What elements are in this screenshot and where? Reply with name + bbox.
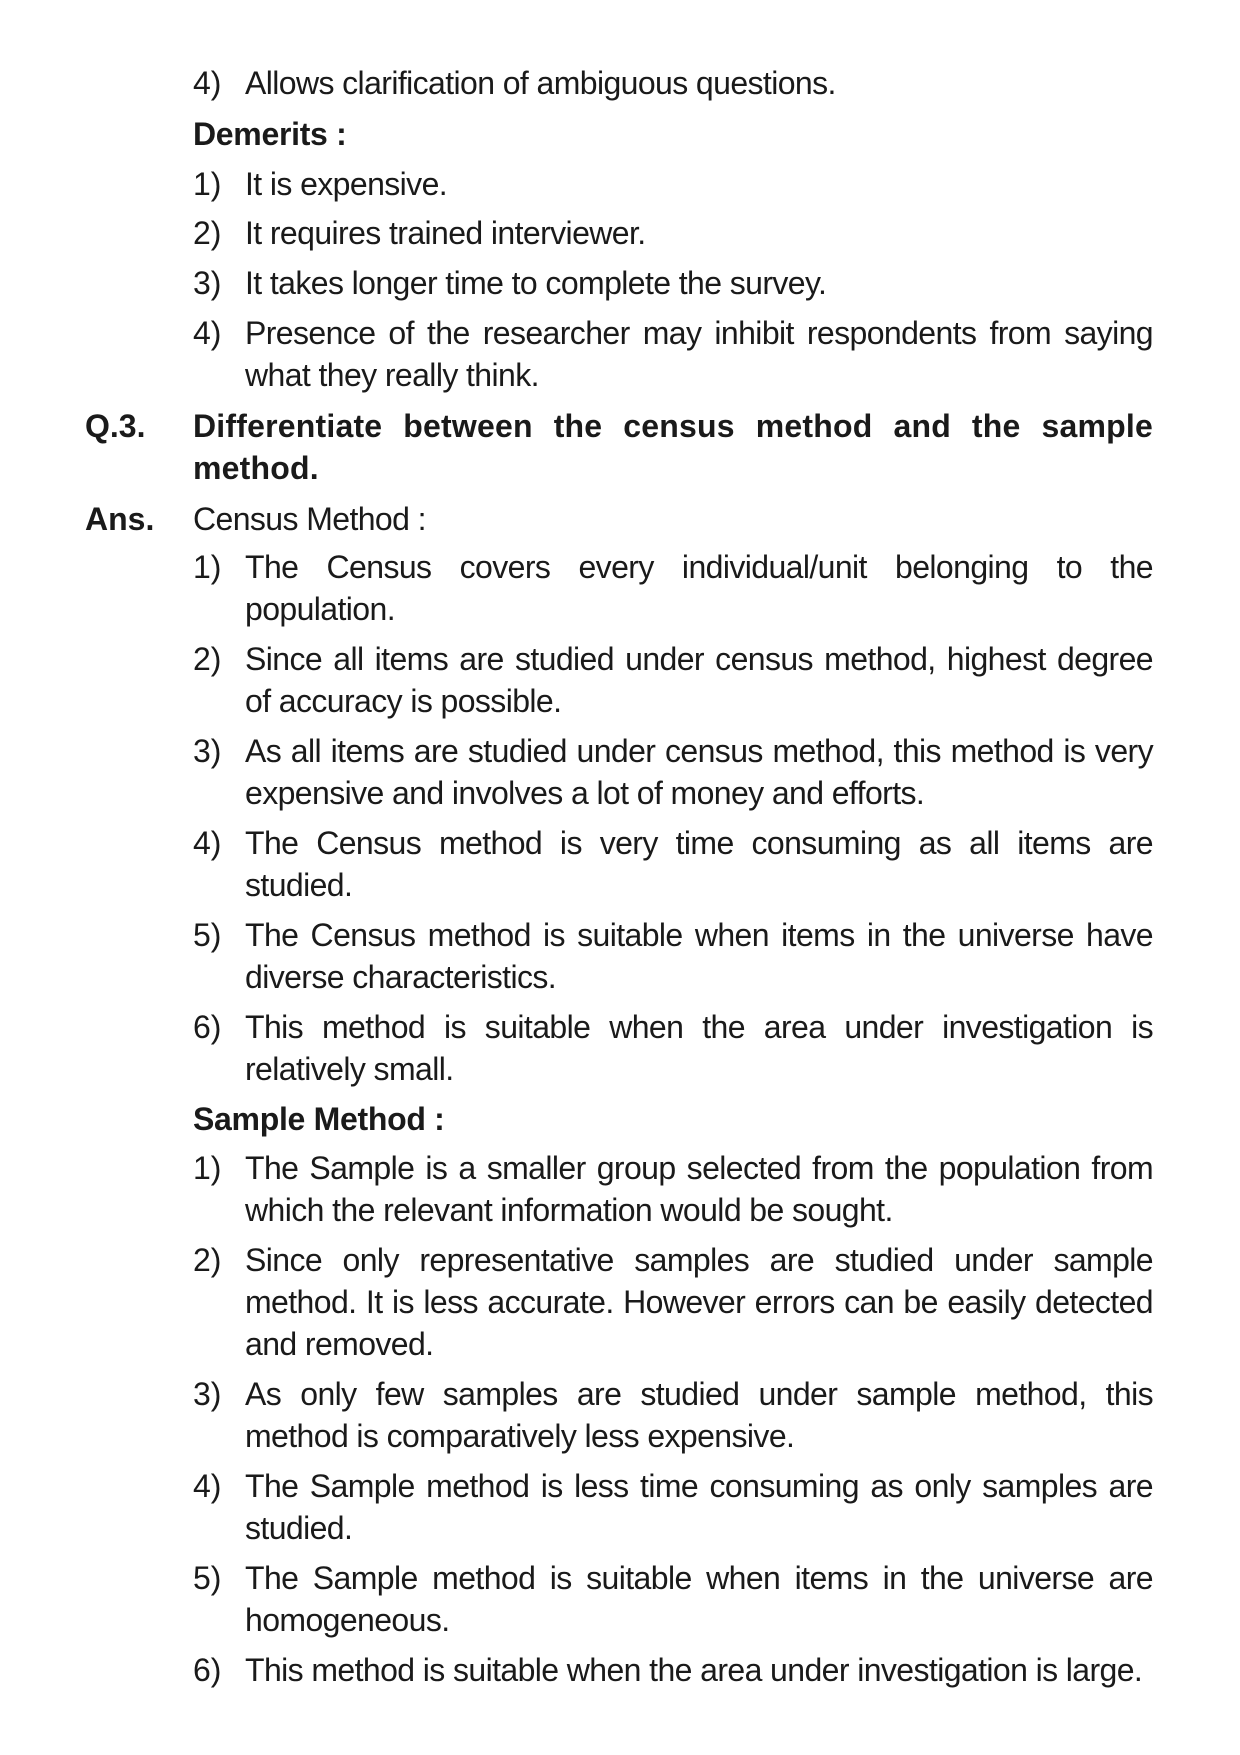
item-number: 4) <box>193 315 222 351</box>
item-text: The Census method is very time consuming as all items are studied. <box>245 825 1153 903</box>
list-item <box>193 1465 1153 1549</box>
list-item <box>193 1147 1153 1231</box>
list-item <box>193 914 1153 998</box>
item-number: 1) <box>193 166 222 202</box>
item-text: As only few samples are studied under sample method, this method is comparatively less expensive. <box>245 1376 1153 1454</box>
item-text: It takes longer time to complete the survey. <box>245 265 827 301</box>
item-text: The Sample is a smaller group selected from the population from which the relevant information would be sought. <box>245 1150 1153 1228</box>
item-text: The Sample method is suitable when items in the universe are homogeneous. <box>245 1560 1153 1638</box>
list-item <box>193 1239 1153 1365</box>
item-text: Allows clarification of ambiguous questions. <box>245 65 836 101</box>
item-text: The Census covers every individual/unit belonging to the population. <box>245 549 1153 627</box>
item-number: 4) <box>193 65 222 101</box>
list-item <box>193 262 1153 304</box>
item-number: 6) <box>193 1652 222 1688</box>
demerits-heading: Demerits : <box>193 116 347 152</box>
item-number: 1) <box>193 549 222 585</box>
sample-method-heading: Sample Method : <box>193 1101 445 1137</box>
item-number: 2) <box>193 641 222 677</box>
list-item <box>193 822 1153 906</box>
item-text: The Sample method is less time consuming as only samples are studied. <box>245 1468 1153 1546</box>
question-text: Differentiate between the census method and the sample method. <box>193 408 1153 486</box>
item-text: This method is suitable when the area under investigation is large. <box>245 1652 1143 1688</box>
item-text: It requires trained interviewer. <box>245 215 646 251</box>
list-item <box>193 546 1153 630</box>
item-number: 4) <box>193 825 222 861</box>
list-item <box>193 312 1153 396</box>
item-number: 2) <box>193 215 222 251</box>
item-text: It is expensive. <box>245 166 448 202</box>
item-number: 2) <box>193 1242 222 1278</box>
list-item <box>193 62 1153 104</box>
census-method-heading: Census Method : <box>193 501 426 537</box>
question-label: Q.3. <box>85 408 146 444</box>
item-number: 4) <box>193 1468 222 1504</box>
item-number: 5) <box>193 1560 222 1596</box>
list-item <box>193 638 1153 722</box>
list-item <box>193 730 1153 814</box>
list-item <box>193 1373 1153 1457</box>
item-text: This method is suitable when the area under investigation is relatively small. <box>245 1009 1153 1087</box>
item-text: The Census method is suitable when items in the universe have diverse characteristics. <box>245 917 1153 995</box>
list-item <box>193 1649 1153 1691</box>
list-item <box>193 1557 1153 1641</box>
item-text: Since only representative samples are studied under sample method. It is less accurate. However errors can be easily detected and removed. <box>245 1242 1153 1362</box>
item-number: 1) <box>193 1150 222 1186</box>
item-text: Since all items are studied under census method, highest degree of accuracy is possible. <box>245 641 1153 719</box>
item-number: 3) <box>193 733 222 769</box>
item-number: 5) <box>193 917 222 953</box>
list-item <box>193 1006 1153 1090</box>
item-text: As all items are studied under census method, this method is very expensive and involves a lot of money and efforts. <box>245 733 1153 811</box>
item-text: Presence of the researcher may inhibit respondents from saying what they really think. <box>245 315 1153 393</box>
answer-label: Ans. <box>85 501 155 537</box>
item-number: 6) <box>193 1009 222 1045</box>
item-number: 3) <box>193 1376 222 1412</box>
list-item <box>193 212 1153 254</box>
list-item <box>193 163 1153 205</box>
item-number: 3) <box>193 265 222 301</box>
